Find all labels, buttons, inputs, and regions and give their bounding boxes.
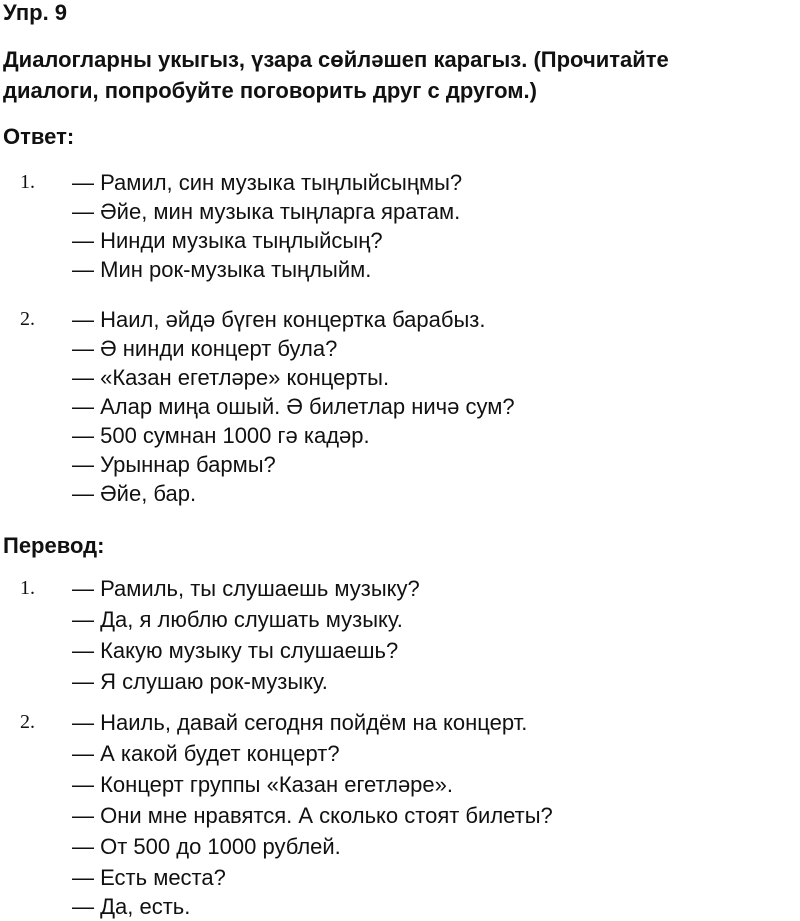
- dialog-line: — Әйе, мин музыка тыңларга яратам.: [72, 199, 461, 224]
- translation-heading: Перевод:: [3, 533, 105, 558]
- dialog-line: — Концерт группы «Казан егетләре».: [72, 772, 453, 797]
- dialog-line: — Наил, әйдә бүген концертка барабыз.: [72, 307, 486, 332]
- exercise-title: Упр. 9: [3, 0, 68, 25]
- answer-heading: Ответ:: [3, 124, 75, 149]
- task-instruction: [3, 44, 800, 106]
- dialog-number: 2.: [20, 711, 35, 733]
- dialog-line: — Наиль, давай сегодня пойдём на концерт.: [72, 710, 528, 735]
- dialog-line: — «Казан егетләре» концерты.: [72, 365, 390, 390]
- dialog-number: 2.: [20, 308, 35, 330]
- dialog-line: — Они мне нравятся. А сколько стоят билеты?: [72, 803, 553, 828]
- dialog-line: — Рамиль, ты слушаешь музыку?: [72, 576, 420, 601]
- dialog-line: — Мин рок-музыка тыңлыйм.: [72, 257, 372, 282]
- dialog-number: 1.: [20, 577, 35, 599]
- dialog-line: — Нинди музыка тыңлыйсың?: [72, 228, 383, 253]
- dialog-line: — Да, есть.: [72, 894, 191, 919]
- dialog-line: — Я слушаю рок-музыку.: [72, 669, 328, 694]
- dialog-line: — 500 сумнан 1000 гә кадәр.: [72, 423, 370, 448]
- dialog-line: — Есть места?: [72, 865, 226, 890]
- dialog-line: — Урыннар бармы?: [72, 452, 276, 477]
- dialog-line: — От 500 до 1000 рублей.: [72, 834, 341, 859]
- dialog-line: — Алар миңа ошый. Ә билетлар ничә сум?: [72, 394, 515, 419]
- task-instruction-line: Диалогларны укыгыз, үзара сөйләшеп карагыз. (Прочитайте: [3, 47, 669, 72]
- dialog-line: — А какой будет концерт?: [72, 741, 340, 766]
- dialog-line: — Ә нинди концерт була?: [72, 336, 338, 361]
- task-instruction-line: диалоги, попробуйте поговорить друг с другом.): [3, 78, 537, 103]
- dialog-line: — Да, я люблю слушать музыку.: [72, 607, 403, 632]
- dialog-line: — Әйе, бар.: [72, 481, 197, 506]
- dialog-number: 1.: [20, 171, 35, 193]
- dialog-line: — Рамил, син музыка тыңлыйсыңмы?: [72, 170, 463, 195]
- dialog-line: — Какую музыку ты слушаешь?: [72, 638, 399, 663]
